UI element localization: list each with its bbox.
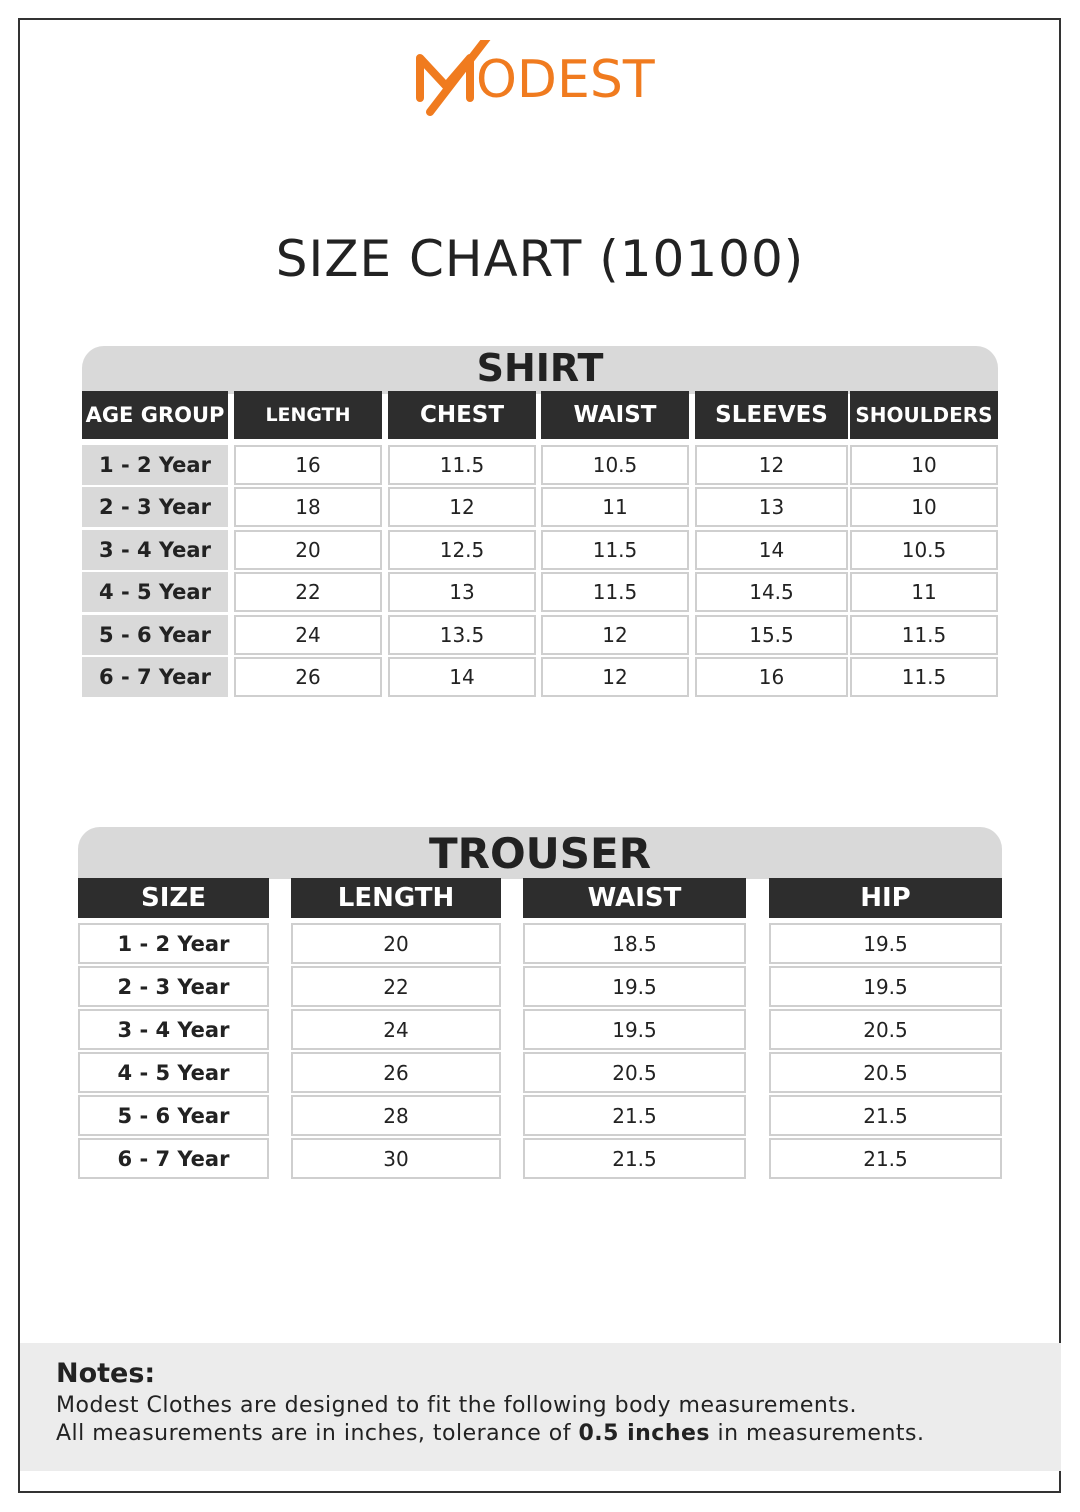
trouser-cell-hip: 19.5: [769, 923, 1002, 964]
shirt-cell-chest: 13.5: [388, 615, 536, 655]
note-line-2-suffix: in measurements.: [710, 1421, 925, 1446]
trouser-cell-waist: 18.5: [523, 923, 746, 964]
shirt-header-length: LENGTH: [234, 391, 382, 439]
trouser-cell-hip: 19.5: [769, 966, 1002, 1007]
shirt-cell-length: 26: [234, 657, 382, 697]
trouser-cell-waist: 19.5: [523, 966, 746, 1007]
trouser-row-label: 1 - 2 Year: [78, 923, 269, 964]
shirt-cell-chest: 12.5: [388, 530, 536, 570]
trouser-row-label: 4 - 5 Year: [78, 1052, 269, 1093]
shirt-row-label: 5 - 6 Year: [82, 615, 228, 655]
logo-text: ODEST: [476, 50, 655, 110]
trouser-cell-hip: 20.5: [769, 1052, 1002, 1093]
shirt-cell-sleeves: 14: [695, 530, 848, 570]
shirt-cell-waist: 12: [541, 615, 689, 655]
trouser-cell-length: 20: [291, 923, 501, 964]
shirt-cell-length: 24: [234, 615, 382, 655]
shirt-cell-waist: 11: [541, 487, 689, 527]
shirt-cell-shoulders: 11.5: [850, 657, 998, 697]
trouser-row-label: 6 - 7 Year: [78, 1138, 269, 1179]
shirt-cell-chest: 11.5: [388, 445, 536, 485]
trouser-cell-waist: 21.5: [523, 1138, 746, 1179]
shirt-cell-sleeves: 12: [695, 445, 848, 485]
shirt-cell-sleeves: 15.5: [695, 615, 848, 655]
trouser-cell-waist: 21.5: [523, 1095, 746, 1136]
trouser-cell-length: 28: [291, 1095, 501, 1136]
trouser-cell-length: 22: [291, 966, 501, 1007]
note-line-2-prefix: All measurements are in inches, tolerance of: [56, 1421, 579, 1446]
shirt-cell-waist: 10.5: [541, 445, 689, 485]
trouser-cell-length: 30: [291, 1138, 501, 1179]
shirt-cell-sleeves: 13: [695, 487, 848, 527]
shirt-cell-chest: 13: [388, 572, 536, 612]
shirt-cell-shoulders: 10: [850, 445, 998, 485]
shirt-row-label: 4 - 5 Year: [82, 572, 228, 612]
shirt-cell-shoulders: 11.5: [850, 615, 998, 655]
trouser-cell-length: 26: [291, 1052, 501, 1093]
note-line-2: [56, 1421, 924, 1446]
shirt-cell-chest: 14: [388, 657, 536, 697]
notes-title: Notes:: [56, 1358, 156, 1389]
page-title: SIZE CHART (10100): [275, 230, 805, 288]
trouser-section-title: TROUSER: [428, 829, 652, 878]
note-tolerance-value: 0.5 inches: [578, 1421, 710, 1446]
shirt-cell-sleeves: 16: [695, 657, 848, 697]
trouser-header-length: LENGTH: [291, 878, 501, 918]
shirt-cell-length: 16: [234, 445, 382, 485]
shirt-cell-length: 20: [234, 530, 382, 570]
trouser-row-label: 3 - 4 Year: [78, 1009, 269, 1050]
shirt-row-label: 3 - 4 Year: [82, 530, 228, 570]
shirt-header-shoulders: SHOULDERS: [850, 391, 998, 439]
shirt-header-chest: CHEST: [388, 391, 536, 439]
trouser-header-waist: WAIST: [523, 878, 746, 918]
shirt-cell-waist: 12: [541, 657, 689, 697]
shirt-header-waist: WAIST: [541, 391, 689, 439]
brand-logo: [0, 40, 1080, 120]
shirt-row-label: 1 - 2 Year: [82, 445, 228, 485]
trouser-cell-hip: 21.5: [769, 1138, 1002, 1179]
shirt-cell-shoulders: 11: [850, 572, 998, 612]
trouser-row-label: 5 - 6 Year: [78, 1095, 269, 1136]
trouser-row-label: 2 - 3 Year: [78, 966, 269, 1007]
trouser-cell-length: 24: [291, 1009, 501, 1050]
shirt-cell-shoulders: 10.5: [850, 530, 998, 570]
trouser-cell-hip: 21.5: [769, 1095, 1002, 1136]
shirt-cell-length: 18: [234, 487, 382, 527]
shirt-cell-length: 22: [234, 572, 382, 612]
trouser-header-size: SIZE: [78, 878, 269, 918]
shirt-header-sleeves: SLEEVES: [695, 391, 848, 439]
note-line-1: Modest Clothes are designed to fit the following body measurements.: [56, 1393, 857, 1418]
trouser-cell-waist: 19.5: [523, 1009, 746, 1050]
shirt-cell-waist: 11.5: [541, 572, 689, 612]
shirt-row-label: 6 - 7 Year: [82, 657, 228, 697]
shirt-header-age-group: AGE GROUP: [82, 391, 228, 439]
shirt-cell-waist: 11.5: [541, 530, 689, 570]
shirt-section-title: SHIRT: [476, 346, 604, 390]
trouser-cell-hip: 20.5: [769, 1009, 1002, 1050]
shirt-cell-sleeves: 14.5: [695, 572, 848, 612]
shirt-row-label: 2 - 3 Year: [82, 487, 228, 527]
trouser-cell-waist: 20.5: [523, 1052, 746, 1093]
shirt-cell-chest: 12: [388, 487, 536, 527]
modest-logo-icon: [0, 40, 1080, 120]
trouser-header-hip: HIP: [769, 878, 1002, 918]
shirt-cell-shoulders: 10: [850, 487, 998, 527]
